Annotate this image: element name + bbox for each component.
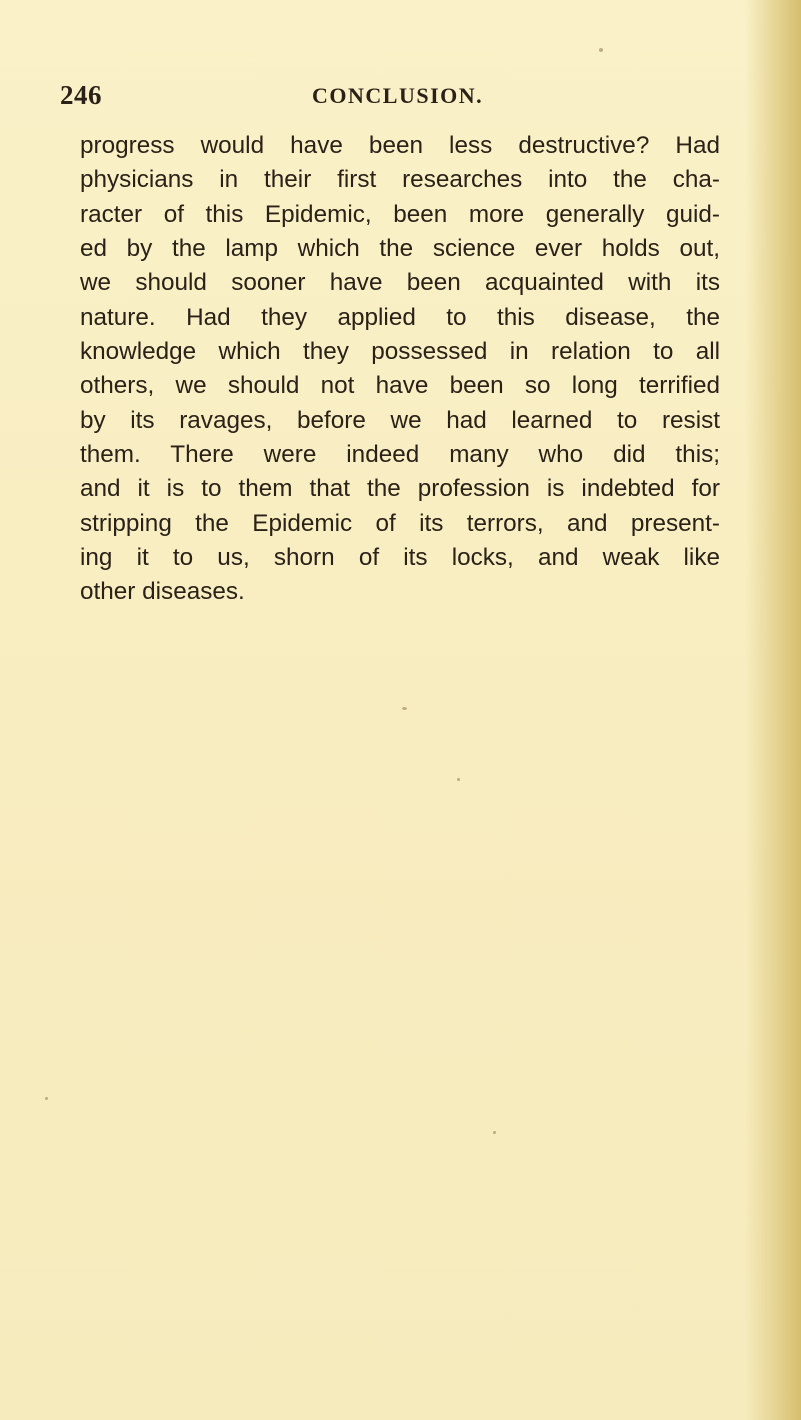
text-line: them. There were indeed many who did this; (80, 441, 720, 469)
text-line: ed by the lamp which the science ever holds out, (80, 235, 720, 263)
text-line: racter of this Epidemic, been more generally guid- (80, 200, 720, 228)
text-line: others, we should not have been so long terrified (80, 372, 720, 400)
running-head: CONCLUSION. (312, 83, 484, 108)
text-line: nature. Had they applied to this disease, the (80, 303, 720, 331)
page-header (60, 80, 700, 110)
paper-speck (457, 778, 460, 781)
paper-speck (45, 1097, 48, 1100)
body-paragraph (80, 129, 720, 610)
paper-speck (493, 1131, 496, 1134)
text-line: progress would have been less destructive? Had (80, 132, 720, 159)
paper-speck (402, 707, 407, 710)
text-line: knowledge which they possessed in relation to all (80, 338, 720, 366)
text-line: ing it to us, shorn of its locks, and weak like (80, 544, 720, 572)
text-line: stripping the Epidemic of its terrors, and present- (80, 509, 720, 537)
text-line: physicians in their first researches into the cha- (80, 166, 720, 194)
text-line: by its ravages, before we had learned to resist (80, 406, 720, 434)
page-number: 246 (60, 80, 102, 110)
text-line: and it is to them that the profession is indebted for (80, 475, 720, 503)
text-line: other diseases. (80, 578, 245, 606)
text-line: we should sooner have been acquainted with its (80, 269, 720, 297)
paper-speck (599, 48, 603, 52)
